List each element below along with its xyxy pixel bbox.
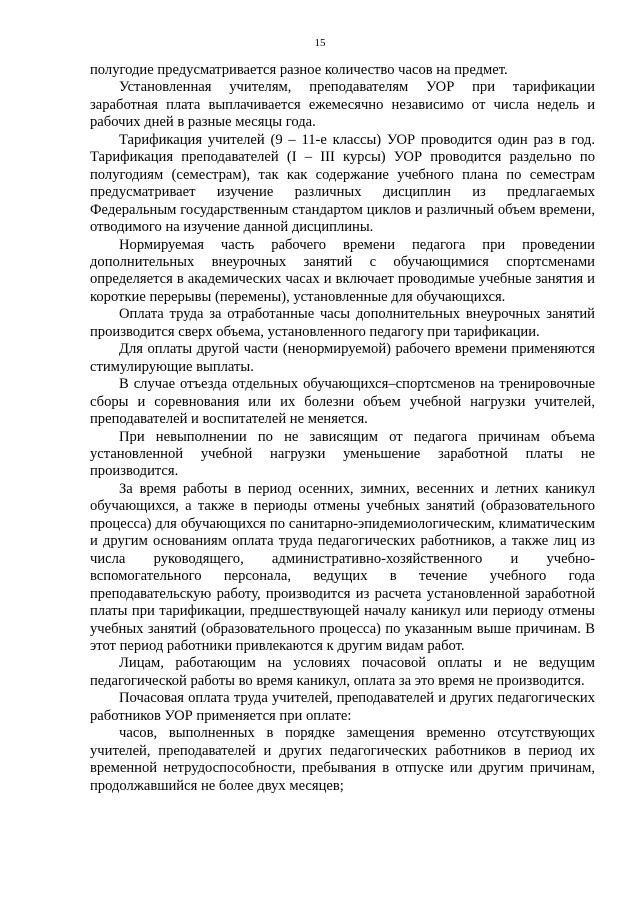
paragraph-10: Лицам, работающим на условиях почасовой оплаты и не ведущим педагогической работы во время каникул, оплата за это время не производится. <box>90 655 595 689</box>
page-number: 15 <box>314 37 326 49</box>
paragraph-3: Тарификация учителей (9 – 11-е классы) УОР проводится один раз в год. Тарификация преподавателей (I – III курсы) УОР проводится раздельно по полугодиям (семестрам), так как содержание учебного плана по семестрам предусматривает изучение различных дисциплин из предлагаемых Федеральным государственным стандартом циклов и различный объем времени, отводимого на изучение данной дисциплины. <box>90 131 595 236</box>
paragraph-4: Нормируемая часть рабочего времени педагога при проведении дополнительных внеурочных занятий с обучающимися спортсменами определяется в академических часах и включает проводимые учебные занятия и короткие перерывы (перемены), установленные для обучающихся. <box>90 236 595 305</box>
paragraph-1: полугодие предусматривается разное количество часов на предмет. <box>90 62 508 78</box>
paragraph-12: часов, выполненных в порядке замещения временно отсутствующих учителей, преподавателей и других педагогических работников в период их временной нетрудоспособности, пребывания в отпуске или другим причинам, продолжавшийся не более двух месяцев; <box>90 725 595 794</box>
paragraph-7: В случае отъезда отдельных обучающихся–спортсменов на тренировочные сборы и соревнования или их болезни объем учебной нагрузки учителей, преподавателей и воспитателей не меняется. <box>90 376 595 428</box>
document-body <box>90 62 595 795</box>
paragraph-11: Почасовая оплата труда учителей, преподавателей и других педагогических работников УОР применяется при оплате: <box>90 690 595 724</box>
paragraph-2: Установленная учителям, преподавателям УОР при тарификации заработная плата выплачивается ежемесячно независимо от числа недель и рабочих дней в разные месяцы года. <box>90 79 595 131</box>
paragraph-5: Оплата труда за отработанные часы дополнительных внеурочных занятий производится сверх объема, установленного педагогу при тарификации. <box>90 306 595 340</box>
paragraph-6: Для оплаты другой части (ненормируемой) рабочего времени применяются стимулирующие выплаты. <box>90 341 595 375</box>
paragraph-8: При невыполнении по не зависящим от педагога причинам объема установленной учебной нагрузки уменьшение заработной платы не производится. <box>90 428 595 480</box>
paragraph-9: За время работы в период осенних, зимних, весенних и летних каникул обучающихся, а также в периоды отмены учебных занятий (образовательного процесса) для обучающихся по санитарно-эпидемиологическим, климатическим и другим основаниям оплата труда педагогических работников, а также лиц из числа руководящего, административно-хозяйственного и учебно-вспомогательного персонала, ведущих в течение учебного года преподавательскую работу, производится из расчета установленной заработной платы при тарификации, предшествующей началу каникул или периоду отмены учебных занятий (образовательного процесса) по указанным выше причинам. В этот период работники привлекаются к другим видам работ. <box>90 480 595 654</box>
